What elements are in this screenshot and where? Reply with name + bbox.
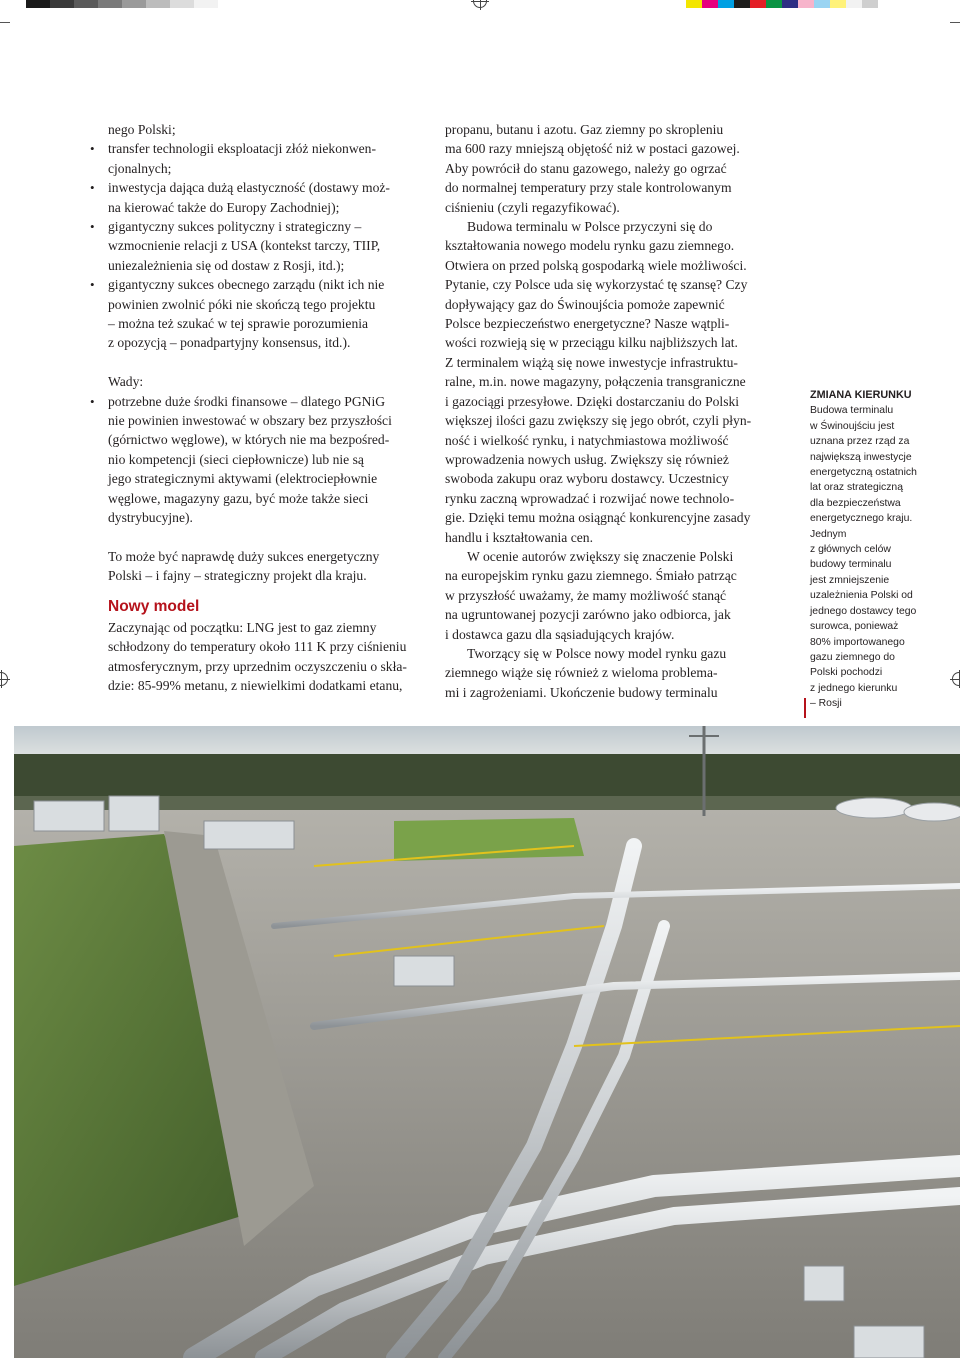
list-item: • transfer technologii eksploatacji złóż niekonwen- cjonalnych; <box>108 139 428 178</box>
registration-mark-left <box>0 672 8 686</box>
body-paragraph: Zaczynając od początku: LNG jest to gaz ziemny schłodzony do temperatury około 111 K przy ciśnieniu atmosferycznym, przy uprzednim oczyszczeniu o skła- dzie: 85-99% metanu, z niewielkimi dodatkami etanu, <box>108 619 407 693</box>
sidebar-line: energetyczną ostatnich <box>810 467 917 479</box>
registration-mark-top <box>473 0 487 8</box>
sidebar-line: jest zmniejszenie <box>810 574 890 586</box>
sidebar-line: surowca, ponieważ <box>810 621 899 633</box>
sidebar-line: Budowa terminalu <box>810 405 894 417</box>
sidebar-line: uznana przez rząd za <box>810 436 910 448</box>
disadvantages-list <box>108 392 428 528</box>
list-item: nego Polski; <box>108 122 176 137</box>
body-paragraph: Tworzący się w Polsce nowy model rynku gazu ziemnego wiąże się również z wieloma problema- mi i zagrożeniami. Ukończenie budowy terminalu <box>445 645 727 700</box>
green-lawn <box>394 818 584 861</box>
section-heading: Nowy model <box>108 597 200 615</box>
crop-mark <box>0 22 10 23</box>
left-column <box>108 120 428 695</box>
sidebar-line: Jednym <box>810 528 847 540</box>
sidebar-line: dla bezpieczeństwa <box>810 497 901 509</box>
lng-terminal-aerial-photo <box>14 726 960 1358</box>
body-paragraph: W ocenie autorów zwiększy się znaczenie Polski na europejskim rynku gazu ziemnego. Śmiało patrząc w przyszłość uważamy, że mamy możliwość stanąć na ugruntowanej pozycji zarówno jako odbiorca, jak i dostawca gazu dla sąsiadujących krajów. <box>445 548 737 642</box>
sidebar-line: największą inwestycje <box>810 451 912 463</box>
middle-column <box>445 120 787 702</box>
sidebar-title: ZMIANA KIERUNKU <box>810 389 912 401</box>
crop-mark <box>950 22 960 23</box>
sidebar-accent-rule <box>804 698 806 718</box>
sidebar-line: – Rosji <box>810 698 842 710</box>
registration-mark-right <box>952 672 960 686</box>
sidebar-line: gazu ziemnego do <box>810 651 895 663</box>
color-calibration-bar <box>686 0 878 8</box>
sidebar-line: energetycznego kraju. <box>810 513 913 525</box>
sidebar-line: z jednego kierunku <box>810 682 898 694</box>
sidebar-line: Polski pochodzi <box>810 667 883 679</box>
advantages-list <box>108 120 428 353</box>
list-item: • gigantyczny sukces obecnego zarządu (nikt ich nie powinien zwolnić póki nie skończą tego projektu – można też szukać w tej sprawie porozumienia z opozycją – ponadpartyjny konsensus, itd.). <box>108 275 428 353</box>
sidebar-line: uzależnienia Polski od <box>810 590 913 602</box>
sidebar-line: lat oraz strategiczną <box>810 482 903 494</box>
sidebar-line: w Świnoujściu jest <box>810 420 895 432</box>
list-item: • potrzebne duże środki finansowe – dlatego PGNiG nie powinien inwestować w obszary bez przyszłości (górnictwo węglowe), w których nie ma bezpośred- nio kompetencji (sieci ciepłownicze) lub nie są jego strategicznymi aktywami (elektrociepłownie węglowe, magazyny gazu, być może także sieci dystrybucyjne). <box>108 392 428 528</box>
list-item: • inwestycja dająca dużą elastyczność (dostawy moż- na kierować także do Europy Zachodniej); <box>108 178 428 217</box>
body-paragraph: Budowa terminalu w Polsce przyczyni się do kształtowania nowego modelu rynku gazu ziemnego. Otwiera on przed polską gospodarką wiele możliwości. Pytanie, czy Polsce uda się wykorzystać tę szansę? Czy dopływający gaz do Świnoujścia pomoże zapewnić Polsce bezpieczeństwo energetyczne? Nasze wątpli- wości rozwieją się w przeciągu kilku najbliższych lat. Z terminalem wiążą się nowe inwestycje infrastruktu- ralne, m.in. nowe magazyny, połączenia transgraniczne i gazociągi przesyłowe. Dzięki dostarczaniu do Polski większej ilości gazu zwiększy się jego obrót, czyli płyn- ność i wielkość rynku, i natychmiastowa możliwość wprowadzenia nowych usług. Zwiększy się również swoboda zakupu oraz wyboru dostawcy. Uczestnicy rynku zaczną wprowadzać i rozwijać nowe technolo- gie. Dzięki temu można osiągnąć konkurencyjne zasady handlu i kształtowania cen. <box>445 219 752 545</box>
sidebar-line: z głównych celów <box>810 544 891 556</box>
conclusion-paragraph: To może być naprawdę duży sukces energetyczny Polski – i fajny – strategiczny projekt dla kraju. <box>108 548 380 584</box>
sidebar-line: jednego dostawcy tego <box>810 605 917 617</box>
disadvantages-label: Wady: <box>108 374 144 390</box>
sidebar-line: 80% importowanego <box>810 636 905 648</box>
body-paragraph: propanu, butanu i azotu. Gaz ziemny po skropleniu ma 600 razy mniejszą objętość niż w postaci gazowej. Aby powrócił do stanu gazowego, należy go ogrzać do normalnej temperatury przy stale kontrolowanym ciśnieniu (czyli regazyfikować). <box>445 122 740 215</box>
sidebar-note <box>810 388 922 712</box>
list-item: • gigantyczny sukces polityczny i strategiczny – wzmocnienie relacji z USA (kontekst tarczy, TIIP, uniezależnienia się od dostaw z Rosji, itd.); <box>108 217 428 275</box>
sidebar-line: budowy terminalu <box>810 559 892 571</box>
grayscale-calibration-bar <box>26 0 218 8</box>
